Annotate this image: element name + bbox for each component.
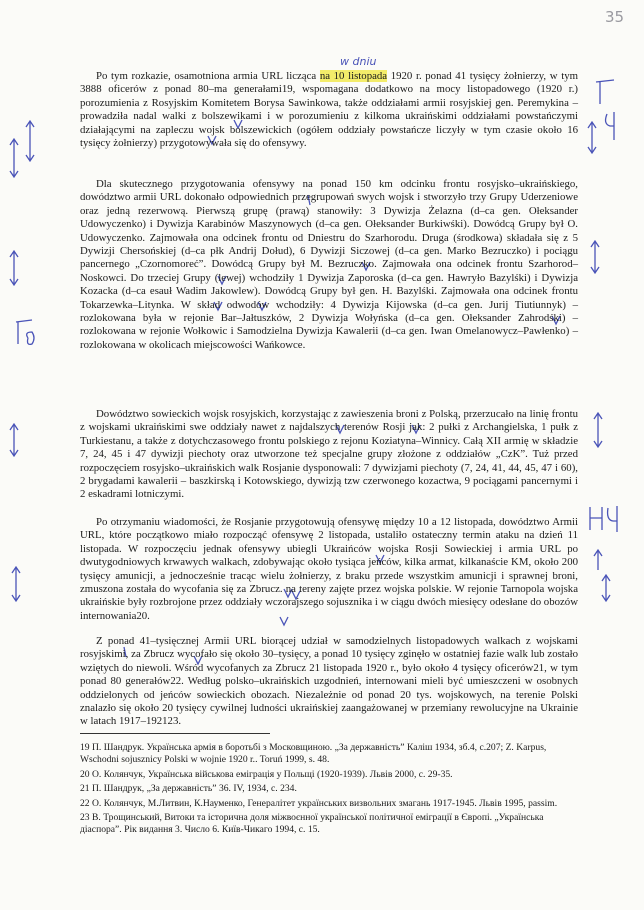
body-text: [80, 70, 578, 150]
paragraph-1-after: 1920 r. ponad 41 tysięcy żołnierzy, w tym 3888 oficerów z ponad 80–ma generałami19, wspomagana dodatkowo na mocy listopadowego (1920 r.) porozumienia z Rosyjskim Komitetem Borysa Sawinkowa, także oddziałami armii rosyjskiej gen. Peremykina – prowadziła nadal walki z bolszewikami i w porozumieniu z kilkoma ukraińskimi oddziałami powstańczymi działającymi na zapleczu wojsk bolszewickich (ogółem oddziały powstańcze liczyły w tym czasie około 16 tysięcy żołnierzy) przygotowywała się do ofensywy.: [80, 70, 578, 150]
body-text: [80, 516, 578, 623]
footnote-20: 20 О. Колянчук, Українська військова еміграція у Польщі (1920-1939). Львів 2000, с. 29-35.: [80, 768, 453, 780]
highlighted-date: na 10 listopada: [319, 70, 388, 82]
footnote-19: 19 П. Шандрук. Українська армія в боротьбі з Московщиною. „За державність” Каліш 1934, зб.4, с.207; Z. Karpus, Wschodni sojusznicy Polski w wojnie 1920 r.. Toruń 1999, s. 48.: [80, 742, 547, 766]
paragraph-1: [80, 70, 578, 150]
paragraph-4: Po otrzymaniu wiadomości, że Rosjanie przygotowują ofensywę między 10 a 12 listopada, dowództwo Armii URL, które początkowo miało rozpocząć ofensywę 2 listopada, ustaliło ostateczny termin ataku na dzień 11 listopada. W rozpoczęciu jednak ofensywy ubiegli Ukraińców wojska Rosji Sowieckiej i armia URL po dwutygodniowych krwawych walkach, zdobywając około tysiąca jeńców, kilka armat, kilkanaście KM, około 200 tysięcy amunicji, a jednocześnie tracąc wielu żołnierzy, z braku przede wszystkim amunicji i sprawnej broni, zmuszona została do wycofania się za Zbrucz. na tereny zajęte przez wojska polskie. W rejonie Tarnopola wojska ukraińskie były rozbrojone przez oddziały wczorajszego sojusznika i w ciągu dwóch miesięcy odesłane do obozów internowania20.: [80, 516, 578, 622]
handwritten-annotation: w dniu: [340, 55, 377, 68]
footnote-divider: [80, 733, 270, 734]
paragraph-5: Z ponad 41–tysięcznej Armii URL biorącej udział w samodzielnych listopadowych walkach z wojskami rosyjskimi, za Zbrucz wycofało się około 30–tysięcy, a ponad 10 tysięcy zginęło w ostatniej fazie walk lub zostało wziętych do niewoli. Wśród wycofanych za Zbrucz 21 listopada 1920 r., było około 4 tysięcy oficerów21, w tym ponad 80 generałów22. Według polsko–ukraińskich uzgodnień, internowani mieli być umieszczeni w osobnych oddzielonych od jeńców sowieckich obozach. Niezależnie od ponad 20 tys. wojskowych, na terenie Polski znalazło się około 20 tysięcy cywilnej ludności ukraińskiej zaangażowanej w przemiany rewolucyjne na Ukrainie w latach 1917–192123.: [80, 635, 578, 728]
paragraph-1-before: Po tym rozkazie, osamotniona armia URL licząca: [96, 70, 320, 82]
footnotes: [80, 742, 580, 839]
body-text: [80, 635, 578, 729]
footnote-22: 22 О. Колянчук, М.Литвин, К.Науменко, Генералітет українських визвольних змагань 1917-1945. Львів 1995, passim.: [80, 797, 558, 809]
handwritten-page-number: 35: [605, 8, 625, 26]
footnote-23: 23 В. Трощинський, Витоки та історична доля міжвоєнної української політичної еміграції в Європі. „Українська діаспора”. Рік видання 3. Число 6. Київ-Чикаго 1994, с. 15.: [80, 812, 544, 836]
footnote-21: 21 П. Шандрук, „За державність” 36. IV, 1934, с. 234.: [80, 783, 297, 795]
body-text: [80, 178, 578, 352]
body-text: [80, 408, 578, 502]
paragraph-3: Dowództwo sowieckich wojsk rosyjskich, korzystając z zawieszenia broni z Polską, przerzucało na linię frontu z wojskami ukraińskimi swe oddziały nawet z najdalszych terenów Rosji jak: 2 pułki z Archangielska, 1 pułk z Turkiestanu, a także z dotychczasowego frontu polskiego z rejonu Koziatyna–Winnicy. Całą XII armię w składzie 7, 24, 45 i 47 dywizji piechoty oraz utworzone też specjalne grupy złożone z oddziałów „CzK”. Tuż przed rozpoczęciem rosyjsko–ukraińskich walk Rosjanie dysponowali: 7 dywizjami piechoty (7, 24, 41, 44, 45, 47 i 60), 2 brygadami kawalerii – baszkirską i Kotowskiego, dywizją tzw czerwonego kozactwa, 9 pociągami pancernymi i 2 eskadrami lotniczymi.: [80, 408, 578, 501]
paragraph-2: Dla skutecznego przygotowania ofensywy na ponad 150 km odcinku frontu rosyjsko–ukraińskiego, dowództwo armii URL dokonało odpowiednich przegrupowań swych wojsk i stworzyło trzy Grupy Uderzeniowe oraz jedną rezerwową. Pierwszą grupę (prawą) stanowiły: 3 Dywizja Żelazna (d–ca gen. Ołeksander Udowyczenko) i Dywizja Karabinów Maszynowych (d–ca gen. Ołeksander Burkiwśki). Dowódcą Grupy był O. Udowyczenko. Zajmowała ona odcinek frontu od Dniestru do Szarhorodu. Druga (środkowa) składała się z 5 Dywizji Chersońskiej (d–ca płk Andrij Dołud), 6 Dywizji Siczowej (d–ca gen. Marko Bezruczko) i pociągu pancernego „Czornomoreć”. Dowódcą Grupy był M. Bezruczko. Zajmowała ona odcinek frontu Szarhorod–Noskowci. Do trzeciej Grupy (lewej) wchodziły 1 Dywizja Zaporoska (d–ca gen. Hawryło Bazylśki) i Dywizja Kozacka (d–ca esauł Wadim Jakowlew). Dowódcą Grupy był gen. H. Bazylśki. Zajmowała ona odcinek frontu Tokarzewka–Litynka. W skład odwodów wchodziły: 4 Dywizja Kijowska (d–ca gen. Jurij Tiutiunnyk) – rozlokowana była w rejonie Bar–Jałtuszków, 2 Dywizja Wołyńska (d–ca gen. Ołeksander Zahrodśki) – rozlokowana w rejonie Wołkowic i Samodzielna Dywizja Kawalerii (d–ca gen. Iwan Omelanowycz–Pawłenko) – rozlokowana w okolicach miejscowości Wańkowce.: [80, 178, 578, 351]
